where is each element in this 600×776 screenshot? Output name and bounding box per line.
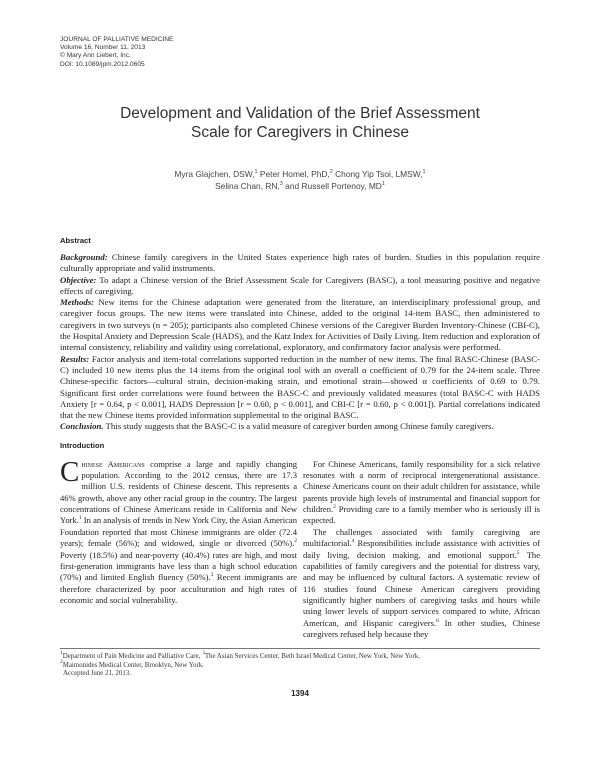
text-run: Poverty (18.5%) and near-poverty (40.4%) rates are high, and most first-generation immigrants have less than a high school education (70%) and limited English fluency (50%). (60, 549, 297, 583)
title-line-1: Development and Validation of the Brief Assessment (120, 105, 480, 122)
abstract-conclusion (60, 421, 540, 432)
footnotes (60, 650, 540, 679)
affiliation-text: Maimonides Medical Center, Brooklyn, New York. (62, 661, 204, 669)
author: and Russell Portenoy, MD (282, 180, 382, 191)
author: Chong Yip Tsoi, LMSW, (332, 169, 423, 179)
citation: 3 (210, 572, 214, 579)
affiliation-footnote (60, 658, 540, 671)
text-run: Providing care to a family member who is seriously ill is expected. (303, 504, 540, 526)
article-title (60, 104, 540, 142)
affiliation-marker: 3 (279, 180, 283, 187)
footnote-divider (60, 648, 540, 649)
text-run: In an analysis of trends in New York City, the Asian American Foundation reported that most Chinese immigrants are older (72.4 years); female (56%); and widowed, single or divorced (50%). (60, 515, 297, 549)
citation: 5 (516, 549, 520, 556)
affiliation-marker: 2 (329, 169, 333, 175)
text-run: comprise a large and rapidly changing population. According to the 2012 census, there are 17.3 million U.S. residents of Chinese descent. This represents a 46% growth, above any other racial group in the country. The largest concentrations of Chinese Americans reside in California and New York. (60, 458, 297, 526)
small-caps-lead: hinese Americans (81, 458, 145, 469)
right-column (303, 459, 540, 641)
affiliation-marker: 1 (254, 169, 258, 175)
abstract-methods (60, 297, 540, 353)
journal-header (60, 36, 173, 69)
author-list (60, 169, 540, 192)
affiliation-marker: 1 (381, 180, 385, 187)
text-run: Recent immigrants are therefore characterized by poor acculturation and high rates of economic and social vulnerability. (60, 572, 297, 605)
title-line-2: Scale for Caregivers in Chinese (191, 124, 409, 141)
abstract-objective (60, 275, 540, 298)
text-run: Responsibilities include assistance with activities of daily living, decision making, and emotional support. (303, 538, 540, 560)
author: Peter Homel, PhD, (257, 169, 330, 179)
journal-volume: Volume 16, Number 11, 2013 (60, 44, 146, 52)
abstract-heading: Abstract (60, 236, 91, 245)
intro-paragraph (303, 459, 540, 527)
two-column-body (60, 455, 540, 641)
abstract (60, 236, 540, 433)
article-body (60, 236, 540, 711)
section-label: Conclusion. (60, 421, 104, 432)
affiliation-text: Department of Pain Medicine and Palliative Care, (62, 653, 203, 661)
text-run: In other studies, Chinese caregivers refused help because they (303, 617, 540, 639)
abstract-results (60, 354, 540, 422)
section-text: Chinese family caregivers in the United States experience high rates of burden. Studies in this population require culturally appropriate and valid instruments. (60, 252, 540, 274)
text-run: For Chinese Americans, family responsibility for a sick relative resonates with a norm of reciprocal intergenerational assistance. Chinese Americans count on their adult children for assistance, while parents provide high levels of instrumental and financial support for children. (303, 458, 540, 515)
left-column (60, 455, 297, 606)
affiliation-text: The Asian Services Center, Beth Israel Medical Center, New York, New York. (204, 653, 420, 661)
section-label: Methods: (60, 297, 95, 308)
journal-name: JOURNAL OF PALLIATIVE MEDICINE (60, 36, 174, 43)
affiliation-marker: 1 (422, 169, 426, 175)
author: Selina Chan, RN, (215, 180, 280, 191)
affiliation-footnote (60, 650, 540, 662)
section-label: Results: (60, 353, 90, 364)
intro-paragraph (60, 455, 297, 606)
section-text: This study suggests that the BASC-C is a valid measure of caregiver burden among Chinese family caregivers. (103, 421, 494, 432)
section-text: To adapt a Chinese version of the Brief Assessment Scale for Caregivers (BASC), a tool measuring positive and negative effects of caregiving. (60, 274, 540, 296)
page-number: 1394 (291, 689, 309, 699)
abstract-background (60, 252, 540, 275)
citation: 2 (333, 504, 336, 511)
citation: 2 (294, 538, 297, 545)
section-text: New items for the Chinese adaptation were generated from the literature, an interdisciplinary professional group, and caregiver focus groups. The new items were translated into Chinese, added to the original 14-item BASC, then administered to caregivers in two surveys (n = 205); participants also completed Chinese versions of the Caregiver Burden Inventory-Chinese (CBI-C), the Hospital Anxiety and Depression Scale (HADS), and the Katz Index for Activities of Daily Living. Item reduction and exploration of internal consistency, reliability and validity using correlational, exploratory, and confirmatory factor analysis were performed. (60, 297, 540, 353)
section-label: Background: (60, 252, 108, 262)
section-label: Objective: (60, 274, 97, 285)
introduction-heading: Introduction (60, 440, 105, 450)
affiliation-marker: 1 (60, 650, 63, 657)
text-run: The challenges associated with family caregiving are multifactorial. (303, 526, 540, 549)
affiliation-marker: 2 (60, 658, 63, 665)
author: Myra Glajchen, DSW, (174, 169, 255, 179)
text-run: The capabilities of family caregivers and the potential for distress vary, and may be influenced by cultural factors. A systematic review of 116 studies found Chinese American caregivers providing significantly higher numbers of caregiving tasks and hours while using lower levels of support services compared to white, African American, and Hispanic caregivers. (303, 549, 540, 628)
citation: 4 (351, 538, 355, 545)
drop-cap: C (60, 455, 80, 488)
section-text: Factor analysis and item-total correlations supported reduction in the number of new items. The final BASC-Chinese (BASC-C) included 10 new items plus the 14 items from the original tool with an overall α coefficient of 0.79 for the 24-item scale. Three Chinese-specific factors—cultural strain, decision-making strain, and emotional strain—showed α coefficients of 0.69 to 0.79. Significant first order correlations were found between the BASC-C and previously validated measures (total BASC-C with HADS Anxiety [r = 0.64, p < 0.001], HADS Depression [r = 0.60, p < 0.001], and CBI-C [r = 0.60, p < 0.001]). Partial correlations indicated that the new Chinese items provided information supplemental to the original BASC. (60, 353, 540, 421)
intro-paragraph (303, 527, 540, 640)
copyright: © Mary Ann Liebert, Inc. (60, 52, 131, 60)
affiliation-marker: 3 (202, 650, 205, 657)
citation: 6 (436, 617, 439, 624)
citation: 1 (78, 515, 82, 522)
accepted-date: Accepted June 21, 2013. (63, 670, 131, 678)
doi: DOI: 10.1089/jpm.2012.0605 (60, 60, 145, 68)
